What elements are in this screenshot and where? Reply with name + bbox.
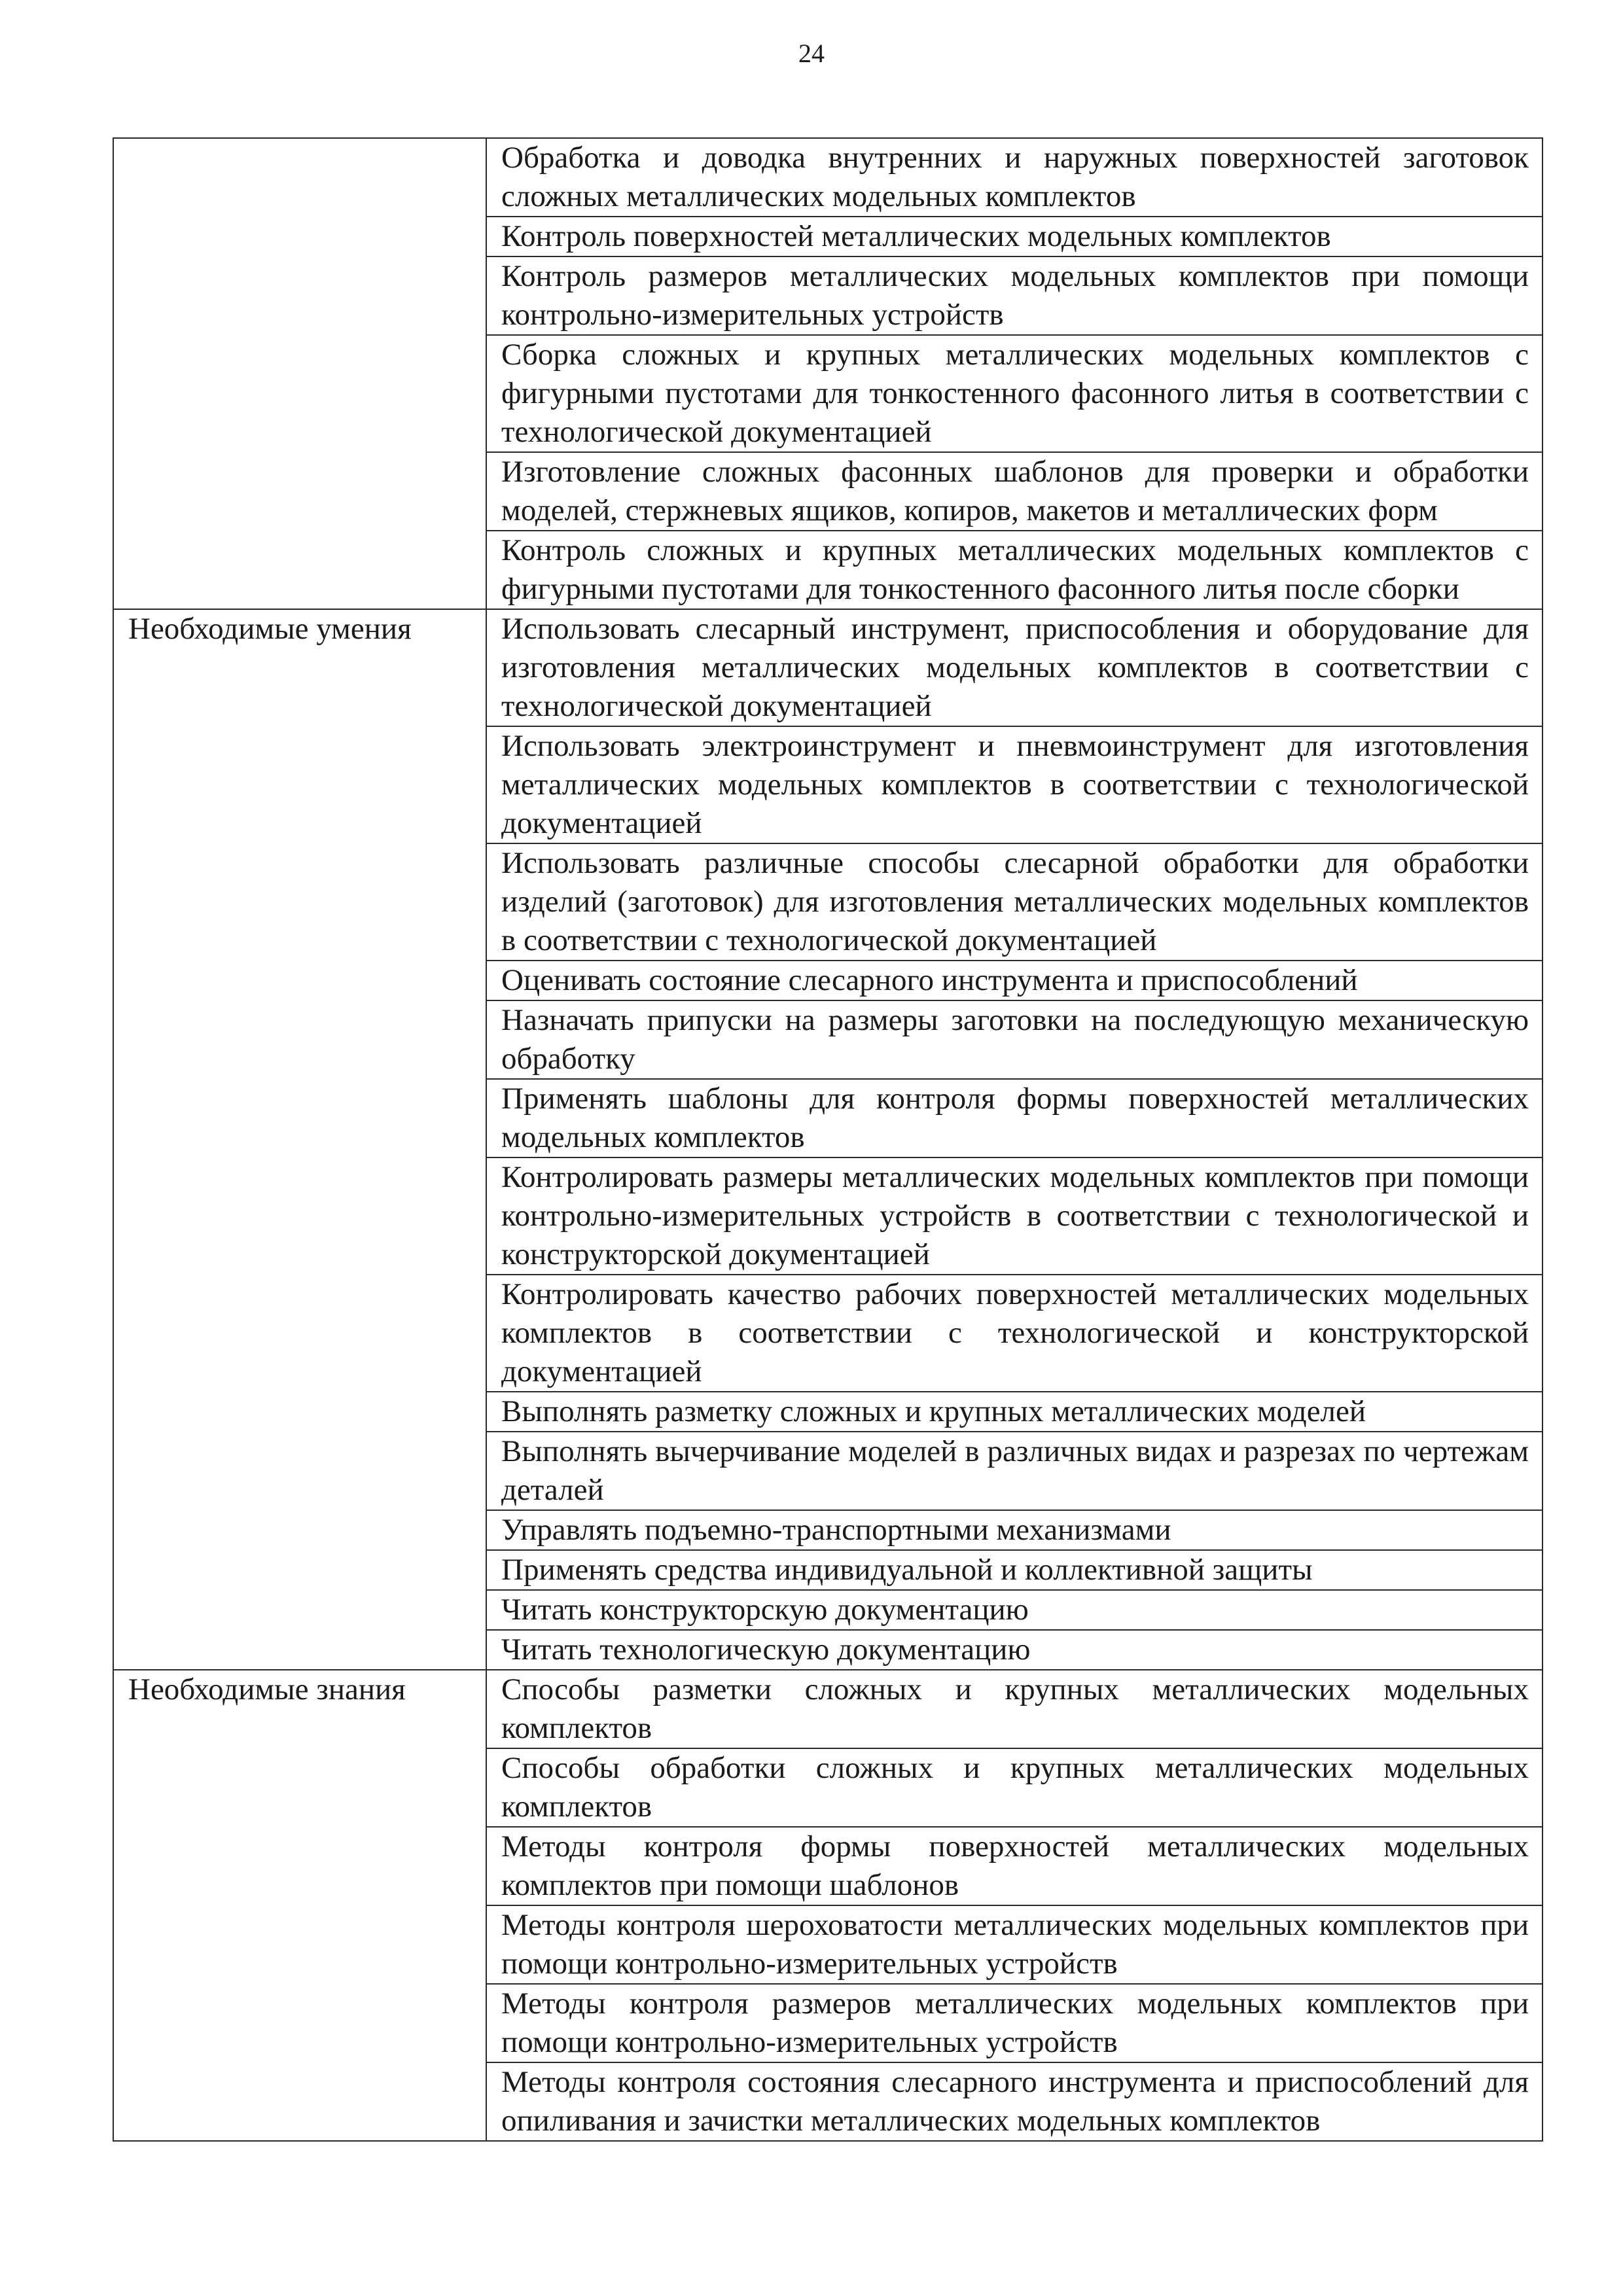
table-cell: Читать конструкторскую документацию: [486, 1590, 1543, 1630]
table-cell: Назначать припуски на размеры заготовки на последующую механическую обработку: [486, 1000, 1543, 1079]
table-cell: Сборка сложных и крупных металлических модельных комплектов с фигурными пустотами для тонкостенного фасонного литья в соответствии с технологической документацией: [486, 335, 1543, 452]
table-cell: Методы контроля формы поверхностей металлических модельных комплектов при помощи шаблонов: [486, 1827, 1543, 1905]
table-cell: Способы разметки сложных и крупных металлических модельных комплектов: [486, 1670, 1543, 1748]
table-cell: Обработка и доводка внутренних и наружных поверхностей заготовок сложных металлических модельных комплектов: [486, 138, 1543, 217]
table-cell: Использовать слесарный инструмент, приспособления и оборудование для изготовления металлических модельных комплектов в соответствии с технологической документацией: [486, 609, 1543, 726]
page-number: 24: [798, 39, 825, 68]
table-cell: Использовать электроинструмент и пневмоинструмент для изготовления металлических модельных комплектов в соответствии с технологической документацией: [486, 726, 1543, 843]
table-cell: Применять шаблоны для контроля формы поверхностей металлических модельных комплектов: [486, 1079, 1543, 1157]
table-cell: Способы обработки сложных и крупных металлических модельных комплектов: [486, 1748, 1543, 1827]
knowledge-label: Необходимые знания: [113, 1670, 486, 2141]
table-cell: Контроль размеров металлических модельных комплектов при помощи контрольно-измерительных устройств: [486, 256, 1543, 335]
table-cell: Применять средства индивидуальной и коллективной защиты: [486, 1550, 1543, 1590]
table-cell: Использовать различные способы слесарной обработки для обработки изделий (заготовок) для изготовления металлических модельных комплектов в соответствии с технологической документацией: [486, 843, 1543, 961]
continued-label-cell: [113, 138, 486, 609]
table-cell: Оценивать состояние слесарного инструмента и приспособлений: [486, 961, 1543, 1000]
table-row: [113, 1670, 1543, 1748]
table-cell: Читать технологическую документацию: [486, 1630, 1543, 1670]
table-cell: Методы контроля состояния слесарного инструмента и приспособлений для опиливания и зачистки металлических модельных комплектов: [486, 2062, 1543, 2141]
table-cell: Контроль поверхностей металлических модельных комплектов: [486, 217, 1543, 256]
table-cell: Выполнять вычерчивание моделей в различных видах и разрезах по чертежам деталей: [486, 1432, 1543, 1510]
table-cell: Изготовление сложных фасонных шаблонов для проверки и обработки моделей, стержневых ящиков, копиров, макетов и металлических форм: [486, 452, 1543, 531]
skills-label: Необходимые умения: [113, 609, 486, 1670]
table-row: [113, 609, 1543, 726]
table-row: [113, 138, 1543, 217]
table-cell: Контроль сложных и крупных металлических модельных комплектов с фигурными пустотами для тонкостенного фасонного литья после сборки: [486, 531, 1543, 609]
table-cell: Контролировать размеры металлических модельных комплектов при помощи контрольно-измерительных устройств в соответствии с технологической и конструкторской документацией: [486, 1157, 1543, 1275]
table-cell: Методы контроля размеров металлических модельных комплектов при помощи контрольно-измерительных устройств: [486, 1984, 1543, 2062]
requirements-table: [113, 137, 1543, 2142]
table-cell: Управлять подъемно-транспортными механизмами: [486, 1510, 1543, 1550]
table-cell: Выполнять разметку сложных и крупных металлических моделей: [486, 1392, 1543, 1432]
table-cell: Контролировать качество рабочих поверхностей металлических модельных комплектов в соответствии с технологической и конструкторской документацией: [486, 1275, 1543, 1392]
table-cell: Методы контроля шероховатости металлических модельных комплектов при помощи контрольно-измерительных устройств: [486, 1905, 1543, 1984]
